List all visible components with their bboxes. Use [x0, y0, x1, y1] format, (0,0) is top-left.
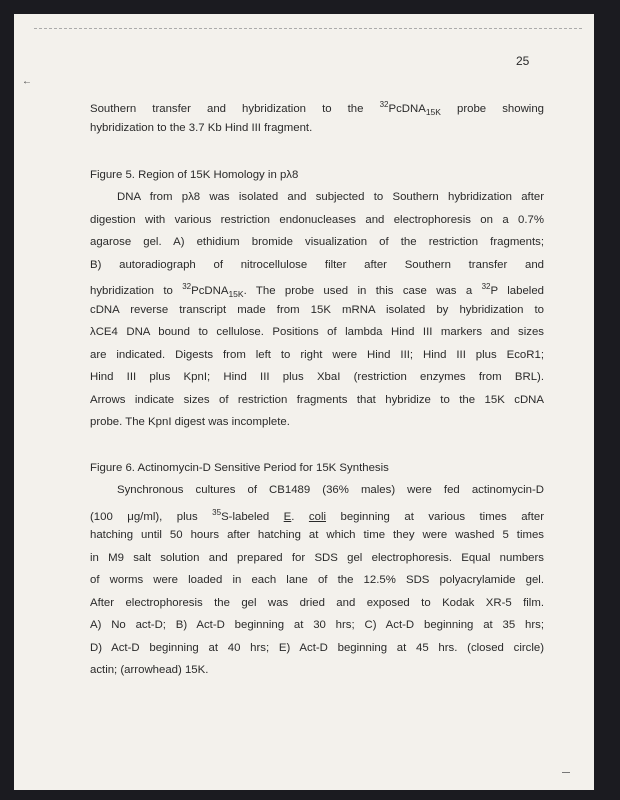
figure6-heading: Figure 6. Actinomycin-D Sensitive Period for 15K Synthesis [90, 462, 389, 474]
figure5-caption [90, 164, 544, 434]
document-page [14, 14, 594, 790]
margin-mark: ← [22, 76, 32, 87]
figure6-line: Synchronous cultures of CB1489 (36% males) were fed actinomycin-D [117, 484, 544, 496]
figure6-line: D) Act-D beginning at 40 hrs; E) Act-D beginning at 45 hrs. (closed circle) [90, 641, 544, 654]
figure5-heading: Figure 5. Region of 15K Homology in pλ8 [90, 169, 299, 181]
figure5-line: agarose gel. A) ethidium bromide visualization of the restriction fragments; [90, 236, 544, 248]
figure5-line: DNA from pλ8 was isolated and subjected to Southern hybridization after [117, 191, 544, 203]
figure5-line: hybridization to $^{32}$PcDNA$_{15K}$. The probe used in this case was a $^{32}$P labeled [90, 282, 544, 299]
intro-line: Southern transfer and hybridization to the $^{32}$PcDNA$_{15K}$ probe showing [90, 100, 544, 117]
figure6-line: (100 μg/ml), plus $^{35}$S-labeled E. coli beginning at various times after [90, 507, 544, 523]
figure5-line: Arrows indicate sizes of restriction fragments that hybridize to the 15K cDNA [90, 393, 544, 406]
figure6-line: of worms were loaded in each lane of the 12.5% SDS polyacrylamide gel. [90, 574, 544, 586]
figure6-line: actin; (arrowhead) 15K. [90, 664, 209, 676]
figure5-line: digestion with various restriction endonucleases and electrophoresis on a 0.7% [90, 213, 544, 226]
top-edge-line [34, 28, 582, 29]
figure5-line: are indicated. Digests from left to right were Hind III; Hind III plus EcoR1; [90, 348, 544, 361]
page-number: 25 [516, 54, 530, 68]
figure6-line: A) No act-D; B) Act-D beginning at 30 hrs; C) Act-D beginning at 35 hrs; [90, 619, 544, 631]
figure5-line: B) autoradiograph of nitrocellulose filter after Southern transfer and [90, 258, 544, 271]
figure6-line: hatching until 50 hours after hatching at which time they were washed 5 times [90, 529, 544, 541]
figure6-line: in M9 salt solution and prepared for SDS gel electrophoresis. Equal numbers [90, 551, 544, 564]
figure5-line: Hind III plus KpnI; Hind III plus XbaI (restriction enzymes from BRL). [90, 371, 544, 383]
figure6-line: After electrophoresis the gel was dried and exposed to Kodak XR-5 film. [90, 596, 544, 609]
figure5-line: cDNA reverse transcript made from 15K mRNA isolated by hybridization to [90, 303, 544, 316]
figure6-caption [90, 457, 544, 682]
figure5-line: λCE4 DNA bound to cellulose. Positions of lambda Hind III markers and sizes [90, 326, 544, 338]
figure5-line: probe. The KpnI digest was incomplete. [90, 416, 290, 428]
bottom-edge-mark [562, 772, 570, 773]
intro-line: hybridization to the 3.7 Kb Hind III fragment. [90, 121, 313, 134]
intro-paragraph [90, 94, 544, 139]
